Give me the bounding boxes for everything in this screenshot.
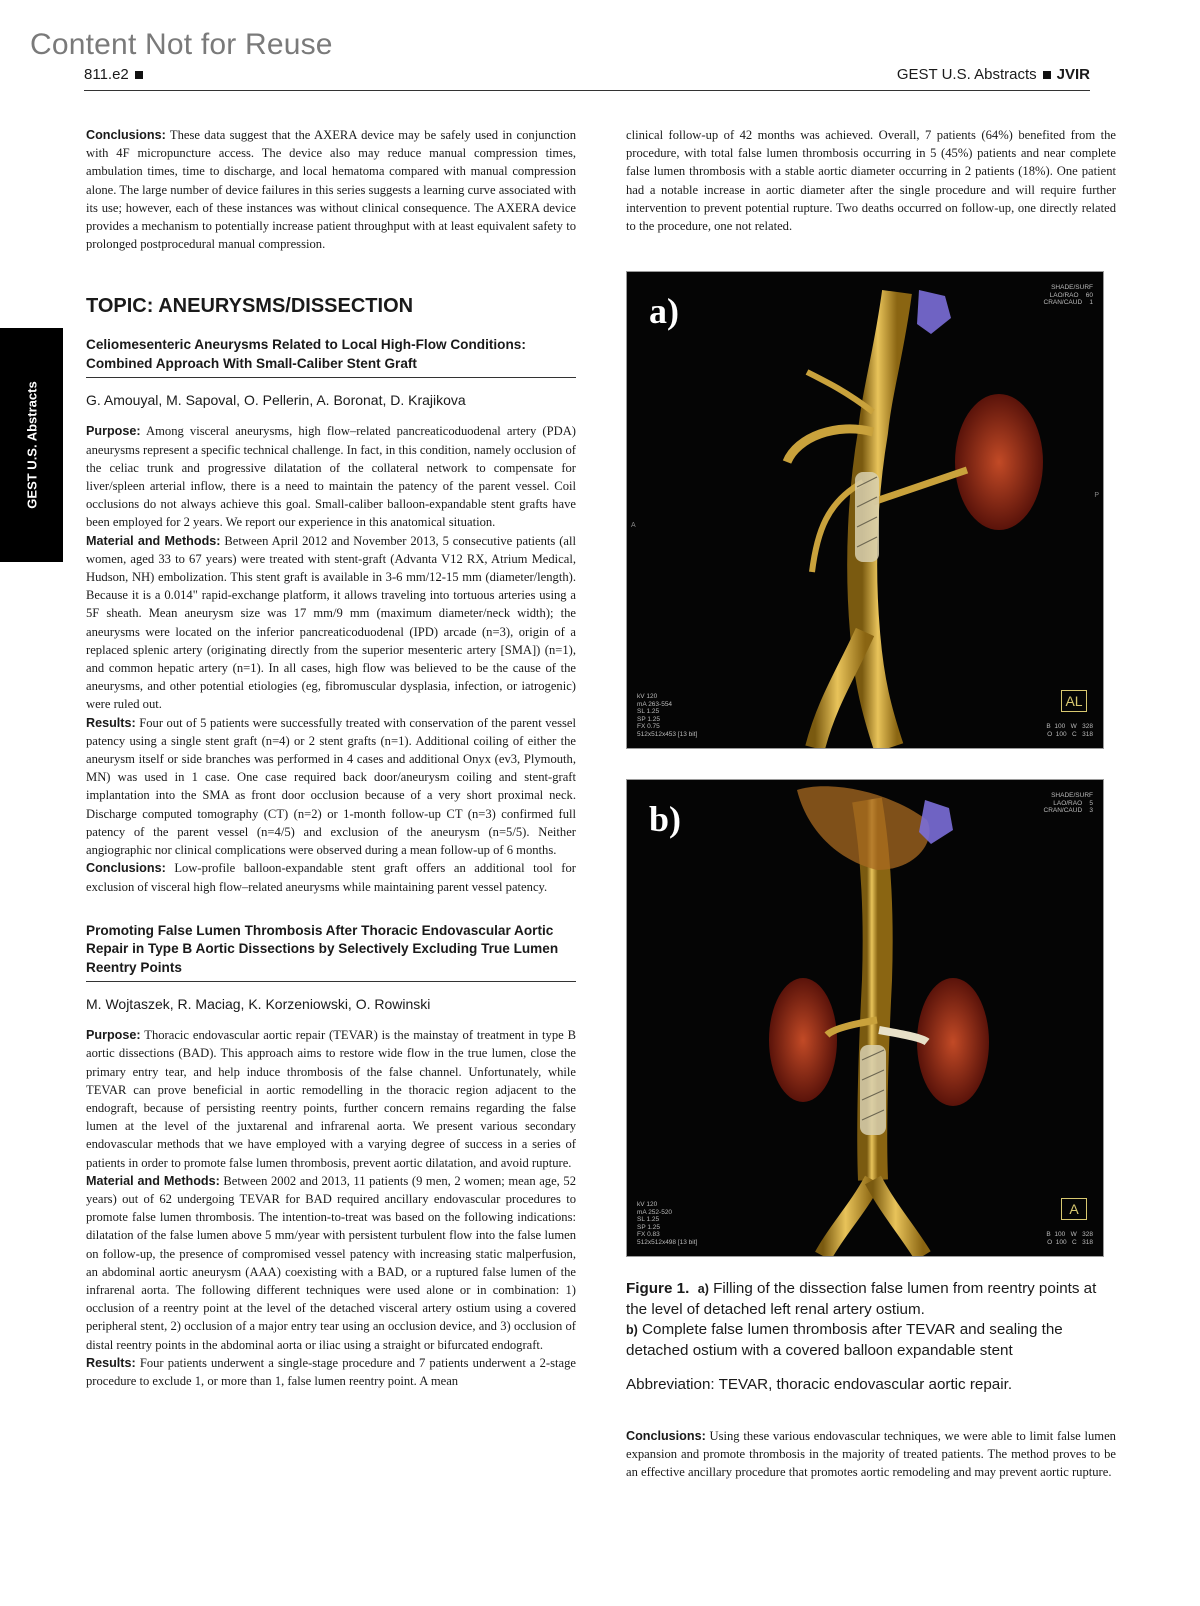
watermark: Content Not for Reuse — [30, 28, 333, 61]
ct-angiography-image-b — [627, 780, 1103, 1256]
panel-label: b) — [649, 799, 682, 840]
scan-overlay-bottom-right: B 100 W 328 O 100 C 318 — [1046, 1231, 1093, 1246]
abstract-title: Celiomesenteric Aneurysms Related to Local High-Flow Conditions: Combined Approach With Small-Caliber Stent Graft — [86, 336, 576, 378]
abstract-purpose: Purpose: Among visceral aneurysms, high flow–related pancreaticoduodenal artery (PDA) aneurysms represent a specific technical challenge. In fact, in this condition, namely occlusion of the celiac trunk and progressive dilatation of the collateral network to compensate for liver/spleen arterial inflow, there is a need to maintain the patency of the parent vessel. Coil occlusions do not always achieve this goal. Small-caliber balloon-expandable stent grafts have been employed for 2 years. We report our experience in this anatomical situation. — [86, 424, 576, 530]
right-column — [626, 126, 1116, 1481]
figure-caption: Figure 1. a) Filling of the dissection false lumen from reentry points at the level of detached left renal artery ostium. b) Complete false lumen thrombosis after TEVAR and sealing the detached ostium with a covered balloon expandable stent — [626, 1280, 1097, 1359]
prev-abstract-conclusions: Conclusions: These data suggest that the AXERA device may be safely used in conjunction with 4F micropuncture access. The device also may reduce manual compression times, ambulation times, time to discharge, and local hematoma compared with manual compression alone. The large number of device failures in this series suggests a learning curve associated with its use; however, each of these instances was without clinical consequence. The AXERA device provides a mechanism to potentially increase patient throughput with at least equivalent safety to prolonged postprocedural manual compression. — [86, 128, 577, 252]
page-number: 811.e2 — [84, 66, 149, 83]
abstract-results-continued: clinical follow-up of 42 months was achieved. Overall, 7 patients (64%) benefited from the procedure, with total false lumen thrombosis occurring in 5 (45%) patients and near complete false lumen thrombosis with a stable aortic diameter occurring in 2 patients (18%). One patient had a notable increase in aortic diameter after the single procedure and will require further intervention to prevent potential rupture. Two deaths occurred on follow-up, one directly related to the procedure, one not related. — [626, 128, 1116, 234]
panel-label: a) — [649, 291, 679, 332]
side-marker-right: P — [1094, 492, 1099, 500]
abstract-results: Results: Four patients underwent a single-stage procedure and 7 patients underwent a 2-stage procedure to exclude 1, or more than 1, false lumen reentry point. A mean — [86, 1355, 576, 1389]
abstract-purpose: Purpose: Thoracic endovascular aortic repair (TEVAR) is the mainstay of treatment in type B aortic dissections (BAD). This approach aims to restore wide flow in the true lumen, close the primary entry tear, and help induce thrombosis of the false channel. Unfortunately, while TEVAR can prove beneficial in aortic remodelling in the thoracic region adjacent to the endograft, because of persisting reentry points, further concern remains regarding the false lumen at the level of the juxtarenal and infrarenal aorta. We present various secondary endovascular methods that we have employed with a varying degree of success in a series of patients in order to promote false lumen thrombosis, prevent aortic dilatation, and avoid rupture. — [86, 1028, 577, 1170]
running-header — [84, 64, 1090, 91]
left-column — [86, 126, 576, 1390]
abstract-results: Results: Four out of 5 patients were successfully treated with conservation of the parent vessel patency using a single stent graft (n=4) or 2 stent grafts (n=1). Additional coiling of either the aneurysm itself or side branches was performed in 4 cases and additional Onyx (ev3, Plymouth, MN) was used in 1 case. One case required back door/aneurysm coiling and stent-graft implantation into the SMA as front door occlusion because of a very short proximal neck. Discharge computed tomography (CT) (n=2) or 1-month follow-up CT (n=3) confirmed full patency of the parent vessel (n=4/5) and exclusion of the aneurysm (n=5/5). Neither angiographic nor clinical complications were observed during a mean follow-up of 6 months. — [86, 715, 576, 858]
abstract-authors: G. Amouyal, M. Sapoval, O. Pellerin, A. Boronat, D. Krajikova — [86, 392, 466, 409]
scan-overlay-bottom-left: kV 120 mA 252-520 SL 1.25 SP 1.25 FX 0.83 512x512x498 [13 bit] — [637, 1201, 698, 1246]
abstract-methods: Material and Methods: Between April 2012 and November 2013, 5 consecutive patients (all women, aged 33 to 67 years) were treated with stent-graft (Advanta V12 RX, Atrium Medical, Hudson, NH) embolization. This stent graft is available in 3-6 mm/12-15 mm (diameter/length). Because it is a 0.014" rapid-exchange platform, it allows traveling into tortuous arteries using a 5F sheath. Mean aneurysm size was 17 mm/9 mm (maximum diameter/neck width); the aneurysms were located on the inferior pancreaticoduodenal (IPD) arcade (n=3), origin of a replaced splenic artery (originating directly from the superior mesenteric artery [SMA]) (n=1), and common hepatic artery (n=1). In all cases, high flow was believed to be the cause of the aneurysms, and other potential etiologies (eg, fibromuscular dysplasia, infection, or iatrogenic) were ruled out. — [86, 533, 576, 712]
side-marker-left: A — [631, 522, 636, 530]
abstract-authors: M. Wojtaszek, R. Maciag, K. Korzeniowski, O. Rowinski — [86, 996, 431, 1013]
square-bullet-icon — [135, 71, 143, 79]
figure-panel-a — [626, 271, 1104, 749]
figure-abbreviation: Abbreviation: TEVAR, thoracic endovascular aortic repair. — [626, 1375, 1013, 1393]
ct-angiography-image-a — [627, 272, 1103, 748]
orientation-marker: A — [1061, 1198, 1087, 1220]
scan-overlay-bottom-left: kV 120 mA 263-554 SL 1.25 SP 1.25 FX 0.75 512x512x453 [13 bit] — [637, 693, 698, 738]
orientation-marker: AL — [1061, 690, 1087, 712]
abstract-conclusions: Conclusions: Low-profile balloon-expandable stent graft offers an additional tool for exclusion of visceral high flow–related aneurysms while maintaining parent vessel patency. — [86, 861, 576, 894]
side-section-tab: GEST U.S. Abstracts — [0, 328, 63, 562]
topic-heading: TOPIC: ANEURYSMS/DISSECTION — [86, 295, 414, 318]
abstract-conclusions: Conclusions: Using these various endovascular techniques, we were able to limit false lumen expansion and promote thrombosis in the majority of treated patients. The method proves to be an effective ancillary procedure that promotes aortic remodeling and may prevent aortic rupture. — [626, 1428, 1116, 1479]
journal-name: JVIR — [1056, 66, 1090, 83]
figure-panel-b — [626, 779, 1104, 1257]
abstract-methods: Material and Methods: Between 2002 and 2013, 11 patients (9 men, 2 women; mean age, 52 years) out of 62 undergoing TEVAR for BAD required ancillary endovascular procedures to promote false lumen thrombosis. The intention-to-treat was based on the following indications: dilatation of the false lumen above 5 mm/year with persistent turbulent flow into the false lumen on follow-up, the presence of compromised vessel patency with increasing static malperfusion, an abdominal aortic aneurysm (AAA) coexisting with a BAD, or a ruptured false lumen of the infrarenal aorta. The following different techniques were used alone or in combination: 1) occlusion of a reentry point at the level of the detached visceral artery ostium using a covered peripheral stent, 2) occlusion of a major entry tear using an occlusion device, and 3) occlusion of distal reentry points in the abdominal aorta or iliac using a straight or bifurcated endograft. — [86, 1173, 576, 1352]
scan-overlay-top-right: SHADE/SURF LAO/RAO 60 CRAN/CAUD 1 — [1043, 284, 1093, 307]
square-bullet-icon — [1043, 71, 1051, 79]
journal-title: GEST U.S. Abstracts JVIR — [896, 66, 1090, 83]
scan-overlay-top-right: SHADE/SURF LAO/RAO 5 CRAN/CAUD 3 — [1043, 792, 1093, 815]
scan-overlay-bottom-right: B 100 W 328 O 100 C 318 — [1046, 723, 1093, 738]
abstract-title: Promoting False Lumen Thrombosis After Thoracic Endovascular Aortic Repair in Type B Aortic Dissections by Selectively Excluding True Lumen Reentry Points — [86, 922, 576, 983]
